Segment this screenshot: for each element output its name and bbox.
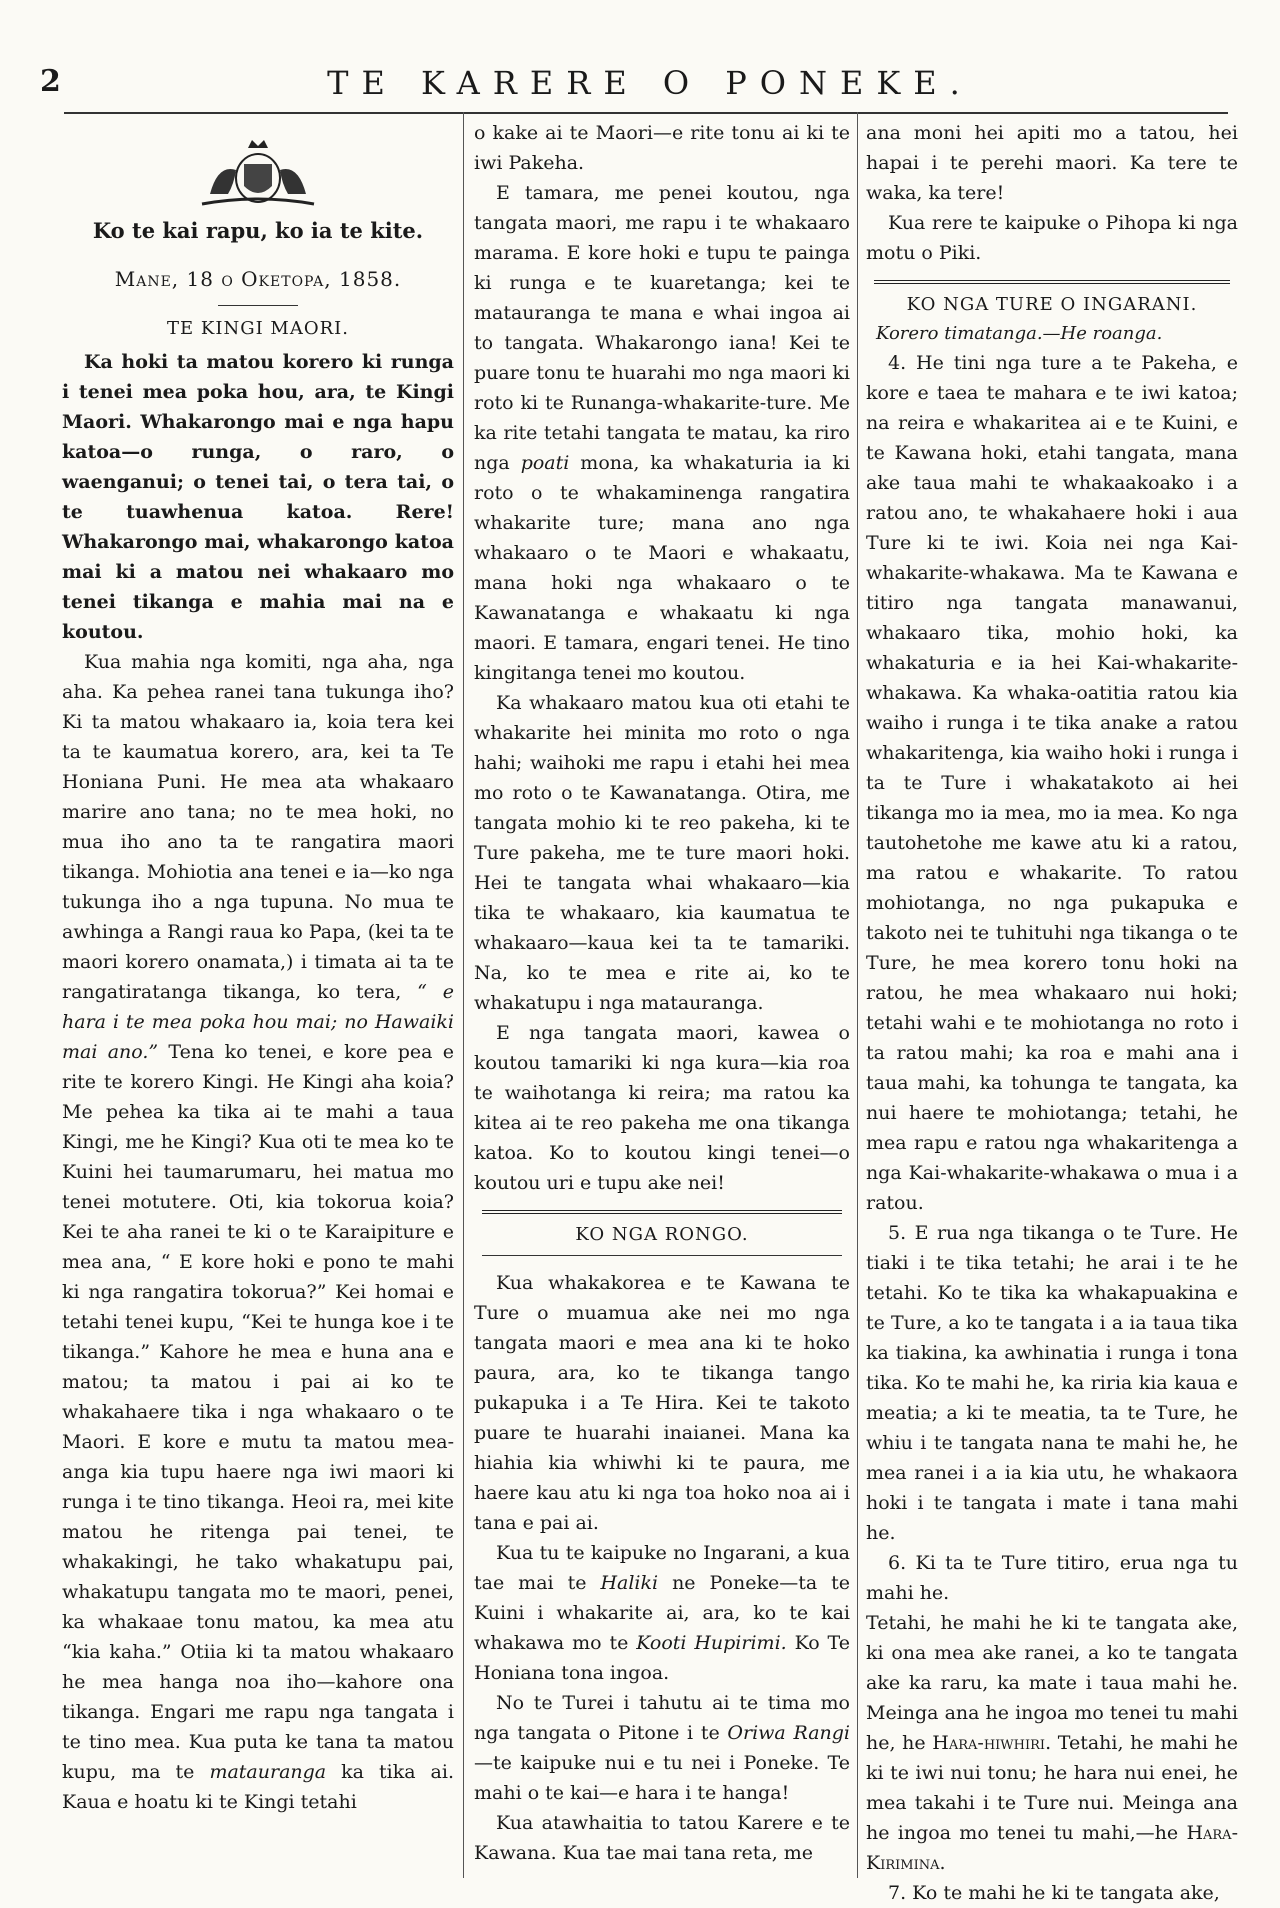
article-paragraph [474,178,850,688]
motto: Ko te kai rapu, ko ia te kite. [92,218,424,243]
ship-name: Haliki [600,1572,659,1594]
paragraph-text: ne Poneke—ta te Kuini i whakarite ai, ara, ko te kai whakawa mo te [474,1572,851,1654]
header-rule [64,112,1228,114]
dateline: Mane, 18 o Oketopa, 1858. [114,267,402,291]
divider [218,305,298,306]
article-paragraph: 4. He tini nga ture a te Pakeha, e kore e taea te mahara e te iwi katoa; na reira e whakaritea ai e te Kuini, e te Kawana hoki, etahi tangata, mana ake taua mahi te whakaakoako i a ratou ano, te whakahaere hoki i aua Ture ki te iwi. Koia nei nga Kai-whakarite-whakawa. Ma te Kawana e titiro nga tangata manawanui, whakaaro tika, mohio hoki, ka whakaturia e ia hei Kai-whakarite-whakawa. Ka whaka-oatitia ratou kia waiho i runga i te tika anake a ratou whakaritenga, kia waiho hoki i runga i ta te Ture i whakatakoto ai hei tikanga mo ia mea, mo ia mea. Ko nga tautohetohe me kawe atu ki a ratou, ma ratou e whakarite. To ratou mohiotanga, no nga pukapuka e takoto nei te tuhituhi nga tikanga o te Ture, he mea korero tonu hoki na ratou, he mea whakaaro nui hoki; tetahi wahi e te mohiotanga no roto i ta ratou mahi; ka roa e mahi ana i taua mahi, ka tohunga te tangata, ka nui haere te mohiotanga; tetahi, he mea rapu e ratou nga whakaritenga a nga Kai-whakarite-whakawa o mua i a ratou. [866,352,1238,1214]
section-title: KO NGA TURE O INGARANI. [906,294,1198,315]
article-paragraph: E nga tangata maori, kawea o koutou tamariki ki nga kura—kia roa te waihotanga ki reira; ma ratou ka kitea ai te reo pakeha me ona tikanga katoa. Ko to koutou kingi tenei—o koutou uri e tupu ake nei! [474,1022,850,1194]
column-1 [62,118,454,1878]
legal-term: Hara-hiwhiri. [932,1732,1052,1754]
article-paragraph: 6. Ki ta te Ture titiro, erua nga tu mahi he. [866,1552,1238,1604]
emphasis-text: matauranga [209,1761,327,1783]
emphasis-text: poati [520,452,570,474]
newspaper-masthead: TE KARERE O PONEKE. [327,64,973,102]
paragraph-text: No te Turei i tahutu ai te tima mo nga tangata o Pitone i te [474,1692,850,1744]
column-2 [474,118,850,1878]
paragraph-text: E tamara, me penei koutou, nga tangata maori, me rapu i te whakaaro marama. E kore hoki e tupu te painga ki runga e te kuaretanga; kei te matauranga te mana e whai ingoa ai to tangata. Whakarongo iana! Kei te puare tonu te huarahi mo nga maori ki roto ki te Runanga-whakarite-ture. Me ka rite tetahi tangata te matau, ka riro nga [474,182,850,474]
page-header [0,0,1280,118]
paragraph-text: Kua mahia nga komiti, nga aha, nga aha. Ka pehea ranei tana tukunga iho? Ki ta matou whakaaro ia, koia tera kei ta te kaumatua korero, ara, kei ta Te Honiana Puni. He mea ata whakaaro marire ano tana; no te mea hoki, no mua iho ano ta te rangatira maori tikanga. Mohiotia ana tenei e ia—ko nga tukunga iho a nga tupuna. No mua te awhinga a Rangi raua ko Papa, (kei ta te maori korero onamata,) i timata ai ta te rangatiratanga tikanga, ko tera, [62,651,454,1003]
article-paragraph: Ka whakaaro matou kua oti etahi te whakarite hei minita mo roto o nga hahi; waihoki me rapu i etahi hei mea mo roto o te Kawanatanga. Otira, me tangata mohio ki te reo pakeha, ki te Ture pakeha, me te ture maori hoki. Hei te tangata whai whakaaro—kia tika te whakaaro, kia kaumatua te whakaaro—kaua kei ta te tamariki. Na, ko te mea e rite ai, ko te whakatupu i nga matauranga. [474,692,850,1014]
paragraph-text: Kua tu te kaipuke no Ingarani, a kua tae mai te [474,1542,850,1594]
quote-text: “ e hara i te mea poka hou mai; no Hawaiki mai ano.” [62,981,455,1063]
article-paragraph: o kake ai te Maori—e rite tonu ai ki te iwi Pakeha. [474,122,850,174]
paragraph-text: Ko Te Honiana tona ingoa. [474,1632,850,1684]
column-divider [463,112,464,1878]
news-item: Kua atawhaitia to tatou Karere e te Kawana. Kua tae mai tana reta, me [474,1812,850,1864]
divider [482,1255,842,1256]
paragraph-text: Tena ko tenei, e kore pea e rite te korero Kingi. He Kingi aha koia? Me pehea ka tika ai te mahi a taua Kingi, me he Kingi? Kua oti te mea ko te Kuini hei taumarumaru, hei matua mo tenei motutere. Oti, kia tokorua koia? Kei te aha ranei te ki o te Karaipiture e mea ana, “ E kore hoki e pono te mahi ki nga rangatira tokorua?” Kei homai e tetahi tenei kupu, “Kei te hunga koe i te tikanga.” Kahore he mea e huna ana e matou; ta matou i pai ai ko te whakahaere tika i nga whakaaro o te Maori. E kore e mutu ta matou mea-anga kia tupu haere nga iwi maori ki runga i te tino tikanga. Heoi ra, mei kite matou he ritenga pai tenei, te whakakingi, he tako whakatupu pai, whakatupu tangata mo te maori, penei, ka whakaae tonu matou, ka mea atu “kia kaha.” Otiia ki ta matou whakaaro he mea hanga noa iho—kahore ona tikanga. Engari me rapu nga tangata i te tino mea. Kua puta ke tana ta matou kupu, ma te [62,1041,454,1783]
royal-crest-icon [188,134,328,210]
section-divider [482,1210,842,1214]
section-divider [874,280,1230,284]
section-title: KO NGA RONGO. [575,1224,749,1245]
article-paragraph [866,1608,1238,1878]
article-title: TE KINGI MAORI. [167,318,349,339]
page-number: 2 [40,64,61,99]
paragraph-text: Tetahi, he mahi he ki te tangata ake, ki ona mea ake ranei, a ko te tangata ake ka raru, ka mate i taua mahi he. Meinga ana he ingoa mo tenei tu mahi he, he [866,1612,1238,1754]
news-item [474,1538,850,1688]
news-item [474,1688,850,1808]
article-paragraph: Kua rere te kaipuke o Pihopa ki nga motu o Piki. [866,212,1238,264]
paragraph-text: ka tika ai. Kaua e hoatu ki te Kingi tetahi [62,1761,455,1813]
ship-name: Oriwa Rangi [727,1722,850,1744]
column-divider [857,112,858,1878]
court-name: Kooti Hupirimi. [636,1632,787,1654]
column-3 [866,118,1239,1904]
section-subtitle: Korero timatanga.—He roanga. [876,323,1163,344]
article-paragraph: 5. E rua nga tikanga o te Ture. He tiaki i te tika tetahi; he arai i te he tetahi. Ko te tika ka whakapuakina e te Ture, a ko te tangata i a ia taua tika ka tiakina, ka awhinatia i runga i tona tika. Ko te mahi he, ka riria kia kaua e meatia; a ki te meatia, ta te Ture, he whiu i te tangata nana te mahi he, he mea ranei i a ia kia utu, he whakaora hoki i te tangata i mate i tana mahi he. [866,1222,1238,1544]
article-paragraph: 7. Ko te mahi he ki te tangata ake, [888,1882,1220,1904]
paragraph-text: —te kaipuke nui e tu nei i Poneke. Te mahi o te kai—e hara i te hanga! [474,1752,850,1804]
paragraph-text: Tetahi, he mahi he ki te iwi nui tonu; he hara nui enei, he mea takahi i te Ture nui. Meinga ana he ingoa mo tenei tu mahi,—he [866,1732,1239,1844]
news-item: Kua whakakorea e te Kawana te Ture o muamua ake nei mo nga tangata maori e mea ana ki te hoko paura, ara, ko te tikanga tango pukapuka i a Te Hira. Kei te takoto puare te huarahi inaianei. Mana ka hiahia kia whiwhi ki te paura, me haere kau atu ki nga toa hoko noa ai i tana e pai ai. [474,1272,850,1534]
article-paragraph: ana moni hei apiti mo a tatou, hei hapai i te perehi maori. Ka tere te waka, ka tere! [866,122,1238,204]
paragraph-text: mona, ka whakaturia ia ki roto o te whakaminenga rangatira whakarite ture; mana ano nga whakaaro o te Maori e whakaatu, mana hoki nga whakaaro o te Kawanatanga e whakaatu ki nga maori. E tamara, engari tenei. He tino kingitanga tenei mo koutou. [474,452,850,684]
article-paragraph: Ka hoki ta matou korero ki runga i tenei mea poka hou, ara, te Kingi Maori. Whakarongo mai e nga hapu katoa—o runga, o raro, o waenganui; o tenei tai, o tera tai, o te tuawhenua katoa. Rere! Whakarongo mai, whakarongo katoa mai ki a matou nei whakaaro mo tenei tikanga e mahia mai na e koutou. [62,351,454,643]
legal-term: Hara-Kirimina. [866,1822,1238,1874]
article-paragraph [62,647,454,1817]
